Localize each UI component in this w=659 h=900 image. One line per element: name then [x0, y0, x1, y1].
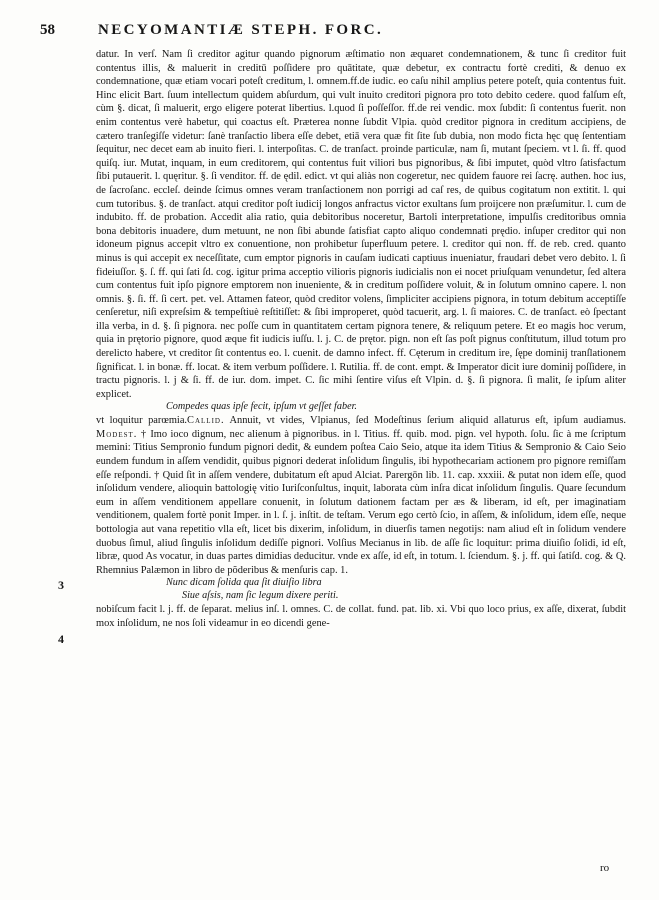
paragraph-3: nobiſcum facit l. j. ff. de ſeparat. melius inſ. l. omnes. C. de collat. fund. pat. lib. xi. Vbi quo loco prius, ex aſſe, dixerat, ſubdit mox inſolidum, ne nos ſoli videamur in eo dicendi gene- — [96, 603, 626, 629]
paragraph-2 — [96, 414, 626, 577]
verse-quote-2: Nunc dicam ſolida qua ſit diuiſio libra — [166, 577, 322, 589]
paragraph-1: datur. In verſ. Nam ſi creditor agitur quando pignorum æſtimatio non æquaret condemnationem, & tunc ſi creditor fuit contentus illis, & maluerit in creditū poſſidere pro quātitate, quæ debetur, ex contractu fortè crediti, & denuo ex condemnatione, quæ etiam vocari poteſt creditum, l. omnem.ff.de iudic. eo caſu nihil amplius petere poteſt, quia contentus fuit. Hinc elicit Bart. ſuum intellectum quidem abſurdum, qui vult inuito creditori pignora pro toto debito cedere. quod falſum eſt, cùm §. dicat, ſi maluerit, ergo eligere poterat libertius. l.quod ſi poſſeſſor. ff.de rei vendic. mox ſubdit: ſi contentus fuerit. non enim contentus verè habetur, qui coactus eſt. Præterea nonne ſubdit Vlpia. quòd creditor pignora in creditum accipiens, de cætero tranſegiſſe videtur: ſanè tranſactio libera eſſe debet, etiā vera quæ fit ſite ſub dubia, non modo ficta hęc quę ſententiam ſequitur, nec decet eam ab inuito fieri. l. interpoſitas. C. de tranſact. proinde particulæ, nam ſi, mutant ſpeciem. vt l. ſi. ff. quod quiſq. iur. Mutat, inquam, in eum creditorem, qui contentus fuit viliori bus pignoribus, & ſibi imputet, quòd vltro ſatisfactum ſibi putauerit. l. quęritur. §. ſi venditor. ff. de ędil. edict. vt qui aliàs non cogeretur, nec quidem fauore rei ſacrę. authen. hoc ius, de ſacroſanc. eccleſ. deinde ſcimus omnes veram tranſactionem non porrigi ad caſ res, de quibus cogitatum non extitit. l. qui cum tutoribus. §. de tranſact. atqui creditor poſt iudicij longos anfractus victor exultans ſum proijcere non præſumitur. l. cum de indubito. ff. de probation. Accedit alia ratio, quia debitoribus noceretur, Bartoli interpretatione, impulſis creditoribus omnia bona debitoris inuadere, dum metuunt, ne non ſibi abunde ſatisfiat capto aliquo condemnati prędio. inſuper creditor qui non idoneum pignus accepit vltro ex conuentione, non prohibetur ſuperfluum petere. l. creditor qui non. ff. de reb. cred. quanto minus is qui accepit ex neceſſitate, cum emptor pignoris in cauſam iudicati captiuus inueniatur, fraudari debet vero debito. l. ſi fideiuſſor. §. ſ. ff. qui ſati ſd. cog. igitur prima acceptio vilioris pignoris iudicialis non ei nocet priuſquam venundetur, ſed altera cum contentus fuit ipſo pignore emptorem non inueniente, & in creditum poſſidere voluit, & in ſolutum omnino capere. l. non omnis. §. ſi. ff. ſi cert. pet. vel. Attamen fateor, quòd creditor volens, ſimpliciter accipiens pignora, in totum debitum acceptiſſe cenſeretur, niſi expreſsim & tempeſtiuè reſtitiſſet: & ſibi improperet, quòd tacuerit, arg. l. ſi maiores. C. de tranſact. eò ſpectant illa verba, in d. §. ſi pignora. nec poſſe cum in quantitatem certam pignora tenere, & reliquum petere. Et eo magis hoc verum, quia in prętorio pignore, quod æque fit iudicis iuſſu. l. j. C. de prętor. pign. non eſt ſas poſt pignus conſtitutum, illud totum pro derelicto habere, vt creditor ſit contentus eo. l. cuenit. de damno infect. ff. Cęterum in creditum ire, ſępe dominij tranſlationem ſignificat. l. in bonæ. ff. locat. & item verbum poſſidere. l. Rutilia. ff. de cont. empt. & Imperator dicit iure dominij poſſidere, in tractu pignoris. l. j & ſi. ff. de iur. dom. impet. C. ſic mihi ſentire viſus eſt Vlpin. d. §. ſi pignora. ſi malit, ſe ipſum aliter explicet. — [96, 49, 626, 400]
margin-note-4: 4 — [58, 632, 64, 646]
catchword: ro — [600, 862, 610, 874]
page-header — [40, 22, 630, 44]
margin-note-3: 3 — [58, 578, 64, 592]
paragraph-2-mid: Annuit, vt vides, Vlpianus, ſed Modeſtinus ſerium aliquid allaturus eſt, ipſum audiamus. — [224, 415, 626, 427]
author-modestinus: Modest. — [96, 428, 138, 440]
page-number: 58 — [40, 22, 55, 38]
verse-quote-1: Compedes quas ipſe fecit, ipſum vt geſſet faber. — [166, 401, 357, 413]
running-head: NECYOMANTIÆ STEPH. FORC. — [98, 22, 384, 38]
paragraph-2-rest: † Imo ioco dignum, nec alienum à pignoribus. in l. Titius. ff. quib. mod. pign. vel hypoth. ſolu. ſic à me ſcriptum memini: Titius Sempronio fundum pignori dedit, & eundem poſtea Caio Seio, atque ita idem Titius & Sempronio & Caio Seio eundem fundum in aſſem vendidit, quibus pignori dederat inſolidum ſingulis, ibi hypothecariam actionem pro pignore remiſſam eſſe reſpondi. † Quid ſit in aſſem vendere, dubitatum eſt apud Alciat. Parergōn lib. 11. cap. xxxiii. & putat non idem eſſe, quod inſolidum vendere, alioquin battologię vitio Iuriſconſultus, inquit, laborata cùm inſra dicat inſolidum ſingulis. Quare ſecundum eum in aſſem venditionem appellare conuenit, in ſolutum dationem factam per æs & liberam, id eſt, per imaginatiam venditionem, qualem fortè ponit Imper. in l. ſ. j. inſtit. de teſtam. Verum ego certò ſcio, in aſſem, & inſolidum, idem eſſe, neque bottologia aut vana repetitio vlla eſt, licet bis dixerim, inſolidum, in diuerſis tamen negotijs: nam aliud eſt in ſolidum vendere duobus ſimul, aliud ſingulis inſolidum dediſſe pignori. Volſius Mecianus in lib. de aſſe ſic loquitur: prima diuiſio ſolidi, id eſt, libræ, quod As vocatur, in duas partes dimidias deducitur. vnde ex aſſe, id eſt, in totum. l. ſciendum. §. j. ff. qui ſatiſd. cog. & Q. Rhemnius Palæmon in libro de põderibus & menſuris cap. 1. — [96, 428, 626, 576]
author-callidus: Callid. — [187, 415, 225, 427]
body-text — [96, 48, 626, 630]
paragraph-2-lead: vt loquitur parœmia. — [96, 415, 188, 427]
verse-quote-3: Siue aſsis, nam ſic legum dixere periti. — [182, 590, 339, 602]
